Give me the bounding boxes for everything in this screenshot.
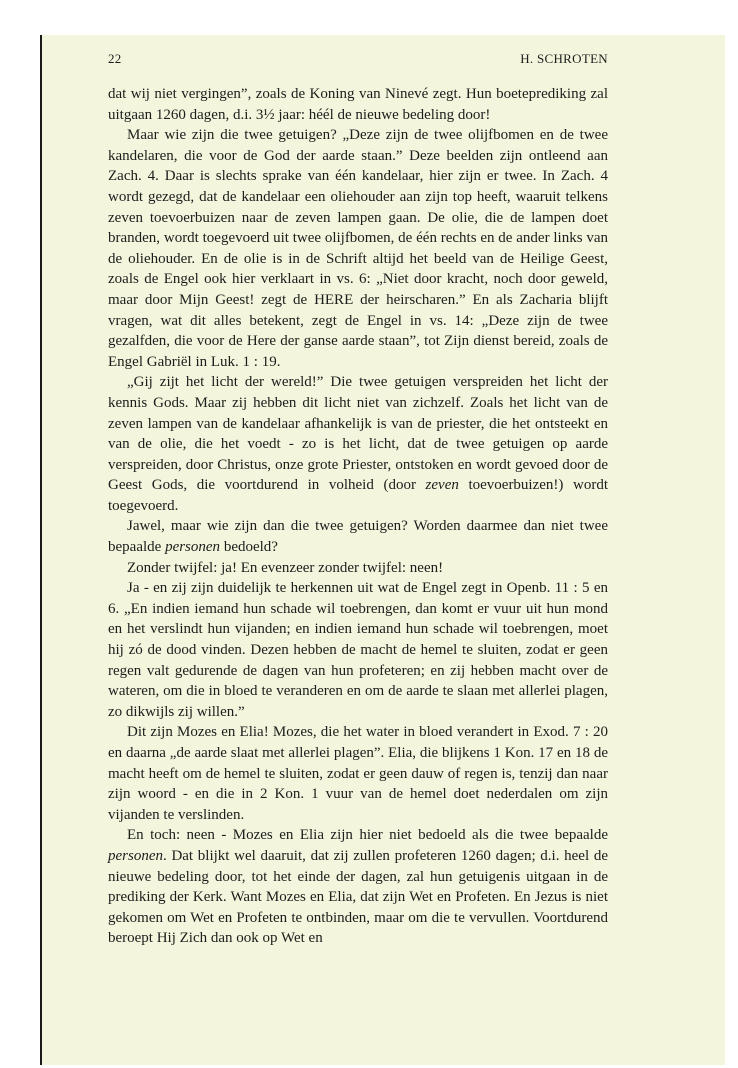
text-run: En toch: neen - Mozes en Elia zijn hier niet bedoeld als die twee bepaalde: [127, 827, 608, 844]
running-head: H. SCHROTEN: [520, 51, 608, 66]
paragraph: [108, 578, 608, 722]
text-run: Dit zijn Mozes en Elia! Mozes, die het water in bloed verandert in Exod. 7 : 20 en daarna „de aarde slaat met allerlei plagen”. Elia, die blijkens 1 Kon. 17 en 18 de macht heeft om de hemel te sluiten, zodat er geen dauw of regen is, tenzij dan naar zijn woord - en die in 2 Kon. 1 vuur van de hemel doet nederdalen om zijn vijanden te verslinden.: [108, 724, 608, 823]
italic-text: zeven: [425, 477, 459, 494]
paragraph: [108, 558, 608, 579]
page-number: 22: [108, 51, 122, 66]
paragraph: [108, 722, 608, 825]
page-header: [108, 51, 608, 71]
text-run: Maar wie zijn die twee getuigen? „Deze zijn de twee olijfbomen en de twee kandelaren, die voor de God der aarde staan.” Deze beelden zijn ontleend aan Zach. 4. Daar is slechts sprake van één kandelaar, hier zijn er twee. In Zach. 4 wordt gezegd, dat de kandelaar een oliehouder aan zijn top heeft, waaruit telkens zeven toevoerbuizen naar de zeven lampen gaan. De olie, die de lampen doet branden, wordt toegevoerd uit twee olijfbomen, de één rechts en de ander links van de oliehouder. En de olie is in de Schrift altijd het beeld van de Heilige Geest, zoals de Engel ook hier verklaart in vs. 6: „Niet door kracht, noch door geweld, maar door Mijn Geest! zegt de HERE der heirscharen.” En als Zacharia blijft vragen, wat dit alles betekent, zegt de Engel in vs. 14: „Deze zijn de twee gezalfden, die voor de Here der ganse aarde staan”, tot Zijn dienst bereid, zoals de Engel Gabriël in Luk. 1 : 19.: [108, 127, 608, 370]
text-run: Zonder twijfel: ja! En evenzeer zonder twijfel: neen!: [127, 559, 444, 576]
italic-text: personen: [108, 847, 163, 864]
text-run: Ja - en zij zijn duidelijk te herkennen uit wat de Engel zegt in Openb. 11 : 5 en 6. „En indien iemand hun schade wil toebrengen, dan komt er vuur uit hun mond en het verslindt hun vijanden; en indien iemand hun schade wil toebrengen, moet hij zó de dood vinden. Dezen hebben de macht de hemel te sluiten, zodat er geen regen valt gedurende de dagen van hun profeteren; en zij hebben macht over de wateren, om die in bloed te veranderen en om de aarde te slaan met allerlei plagen, zo dikwijls zij willen.”: [108, 580, 608, 720]
paragraph: [108, 125, 608, 372]
text-run: dat wij niet vergingen”, zoals de Koning van Ninevé zegt. Hun boeteprediking zal uitgaan 1260 dagen, d.i. 3½ jaar: héél de nieuwe bedeling door!: [108, 86, 608, 123]
paragraph: [108, 372, 608, 516]
paragraph: [108, 84, 608, 125]
text-run: Jawel, maar wie zijn dan die twee getuigen? Worden daarmee dan niet twee bepaalde: [108, 518, 608, 556]
text-run: . Dat blijkt wel daaruit, dat zij zullen profeteren 1260 dagen; d.i. heel de nieuwe bedeling door, tot het einde der dagen, zal hun getuigenis uitgaan in de prediking der Kerk. Want Mozes en Elia, dat zijn Wet en Profeten. En Jezus is niet gekomen om Wet en Profeten te ontbinden, maar om die te vervullen. Voortdurend beroept Hij Zich dan ook op Wet en: [108, 847, 608, 947]
text-run: toevoerbuizen!) wordt toegevoerd.: [108, 477, 608, 514]
paragraph: [108, 825, 608, 949]
text-run: „Gij zijt het licht der wereld!” Die twee getuigen verspreiden het licht der kennis Gods. Maar zij hebben dit licht niet van zichzelf. Zoals het licht van de zeven lampen van de kandelaar afhankelijk is van de priester, die het ontsteekt en van de olie, die het voedt - zo is het licht, dat de twee getuigen op aarde verspreiden, door Christus, onze grote Priester, ontstoken en wordt gevoed door de Geest Gods, die voortdurend in volheid (door: [108, 374, 608, 494]
text-run: bedoeld?: [220, 539, 278, 556]
italic-text: personen: [165, 539, 221, 556]
paragraph: [108, 516, 608, 557]
body-text: [108, 84, 608, 949]
